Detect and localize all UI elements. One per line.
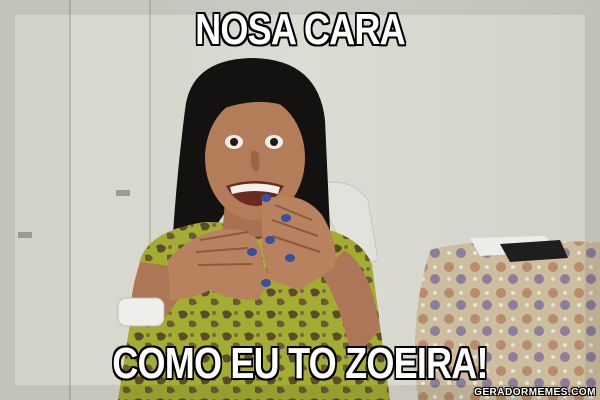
nail	[261, 279, 271, 287]
wristwatch	[118, 298, 164, 326]
watermark: GERADORMEMES.COM	[474, 387, 596, 398]
bottom-caption: COMO EU TO ZOEIRA!	[112, 339, 488, 388]
top-caption: NOSA CARA	[195, 5, 405, 54]
nail	[261, 194, 271, 202]
nail	[285, 254, 295, 262]
door-handle	[18, 232, 32, 238]
door-handle	[116, 190, 130, 196]
nail	[265, 236, 275, 244]
nail	[247, 248, 257, 256]
nail	[281, 214, 291, 222]
